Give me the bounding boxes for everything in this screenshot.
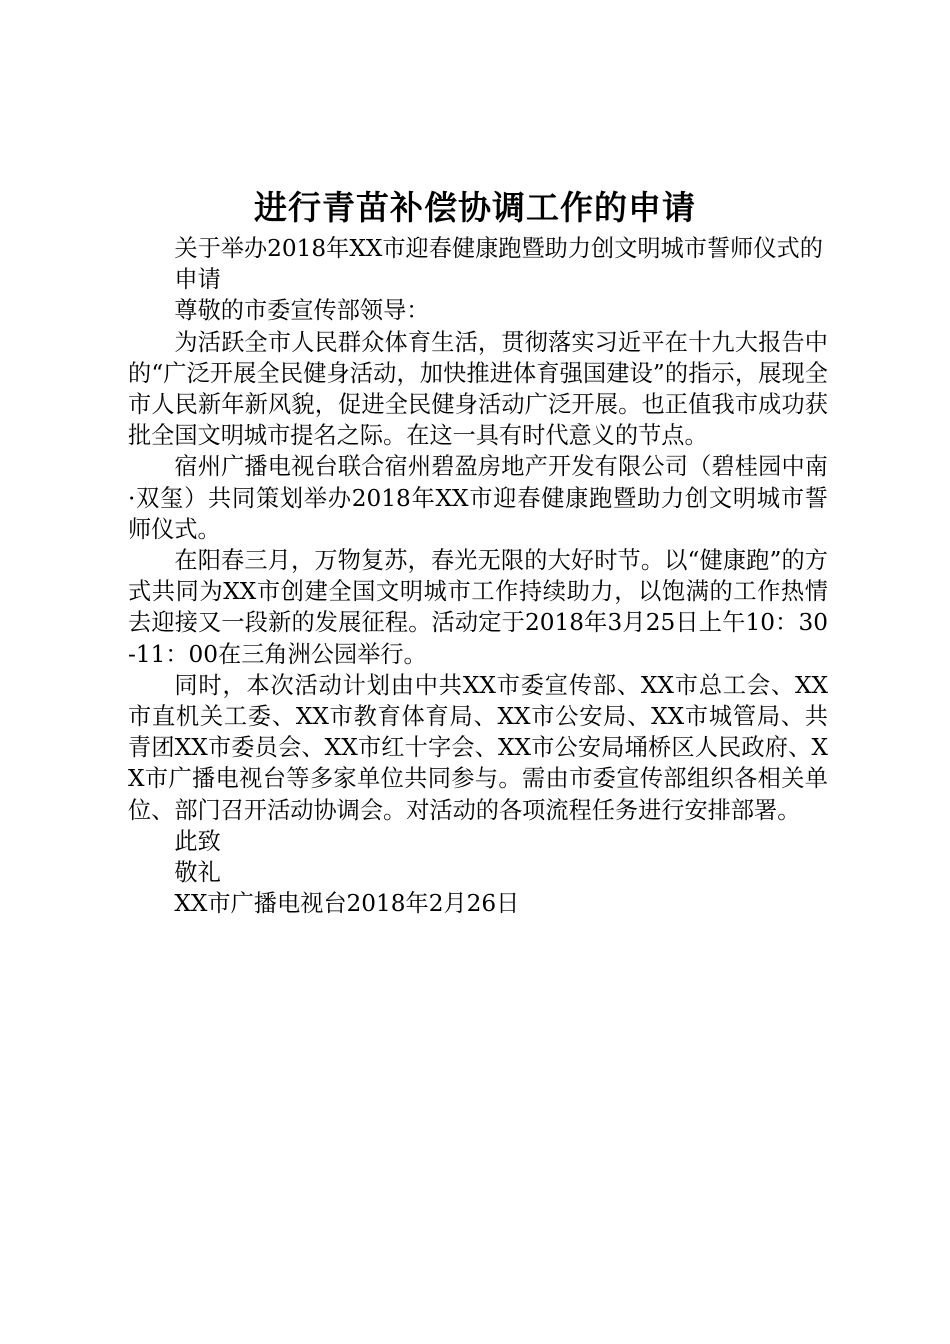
paragraph-purpose: 为活跃全市人民群众体育生活，贯彻落实习近平在十九大报告中的“广泛开展全民健身活动，加快推进体育强国建设”的指示，展现全市人民新年新风貌，促进全民健身活动广泛开展。也正值我市成功获批全国文明城市提名之际。在这一具有时代意义的节点。 bbox=[128, 328, 828, 450]
document-title: 进行青苗补偿协调工作的申请 bbox=[254, 188, 696, 227]
closing-phrase: 此致 bbox=[174, 827, 221, 855]
paragraph-subject-continued: 申请 bbox=[174, 266, 221, 294]
paragraph-subject: 关于举办2018年XX市迎春健康跑暨助力创文明城市誓师仪式的 bbox=[174, 235, 823, 262]
paragraph-schedule: 在阳春三月，万物复苏，春光无限的大好时节。以“健康跑”的方式共同为XX市创建全国文明城市工作持续助力，以饱满的工作热情去迎接又一段新的发展征程。活动定于2018年3月25日上午10：30-11：00在三角洲公园举行。 bbox=[128, 547, 828, 668]
salutation: 尊敬的市委宣传部领导： bbox=[174, 297, 430, 325]
document-body bbox=[128, 233, 828, 919]
paragraph-organizers: 宿州广播电视台联合宿州碧盈房地产开发有限公司（碧桂园中南·双玺）共同策划举办2018年XX市迎春健康跑暨助力创文明城市誓师仪式。 bbox=[128, 453, 828, 543]
closing-salute: 敬礼 bbox=[174, 859, 221, 887]
paragraph-participants: 同时，本次活动计划由中共XX市委宣传部、XX市总工会、XX市直机关工委、XX市教育体育局、XX市公安局、XX市城管局、共青团XX市委员会、XX市红十字会、XX市公安局埇桥区人民政府、XX市广播电视台等多家单位共同参与。需由市委宣传部组织各相关单位、部门召开活动协调会。对活动的各项流程任务进行安排部署。 bbox=[128, 671, 828, 824]
signature-and-date: XX市广播电视台2018年2月26日 bbox=[174, 890, 520, 918]
